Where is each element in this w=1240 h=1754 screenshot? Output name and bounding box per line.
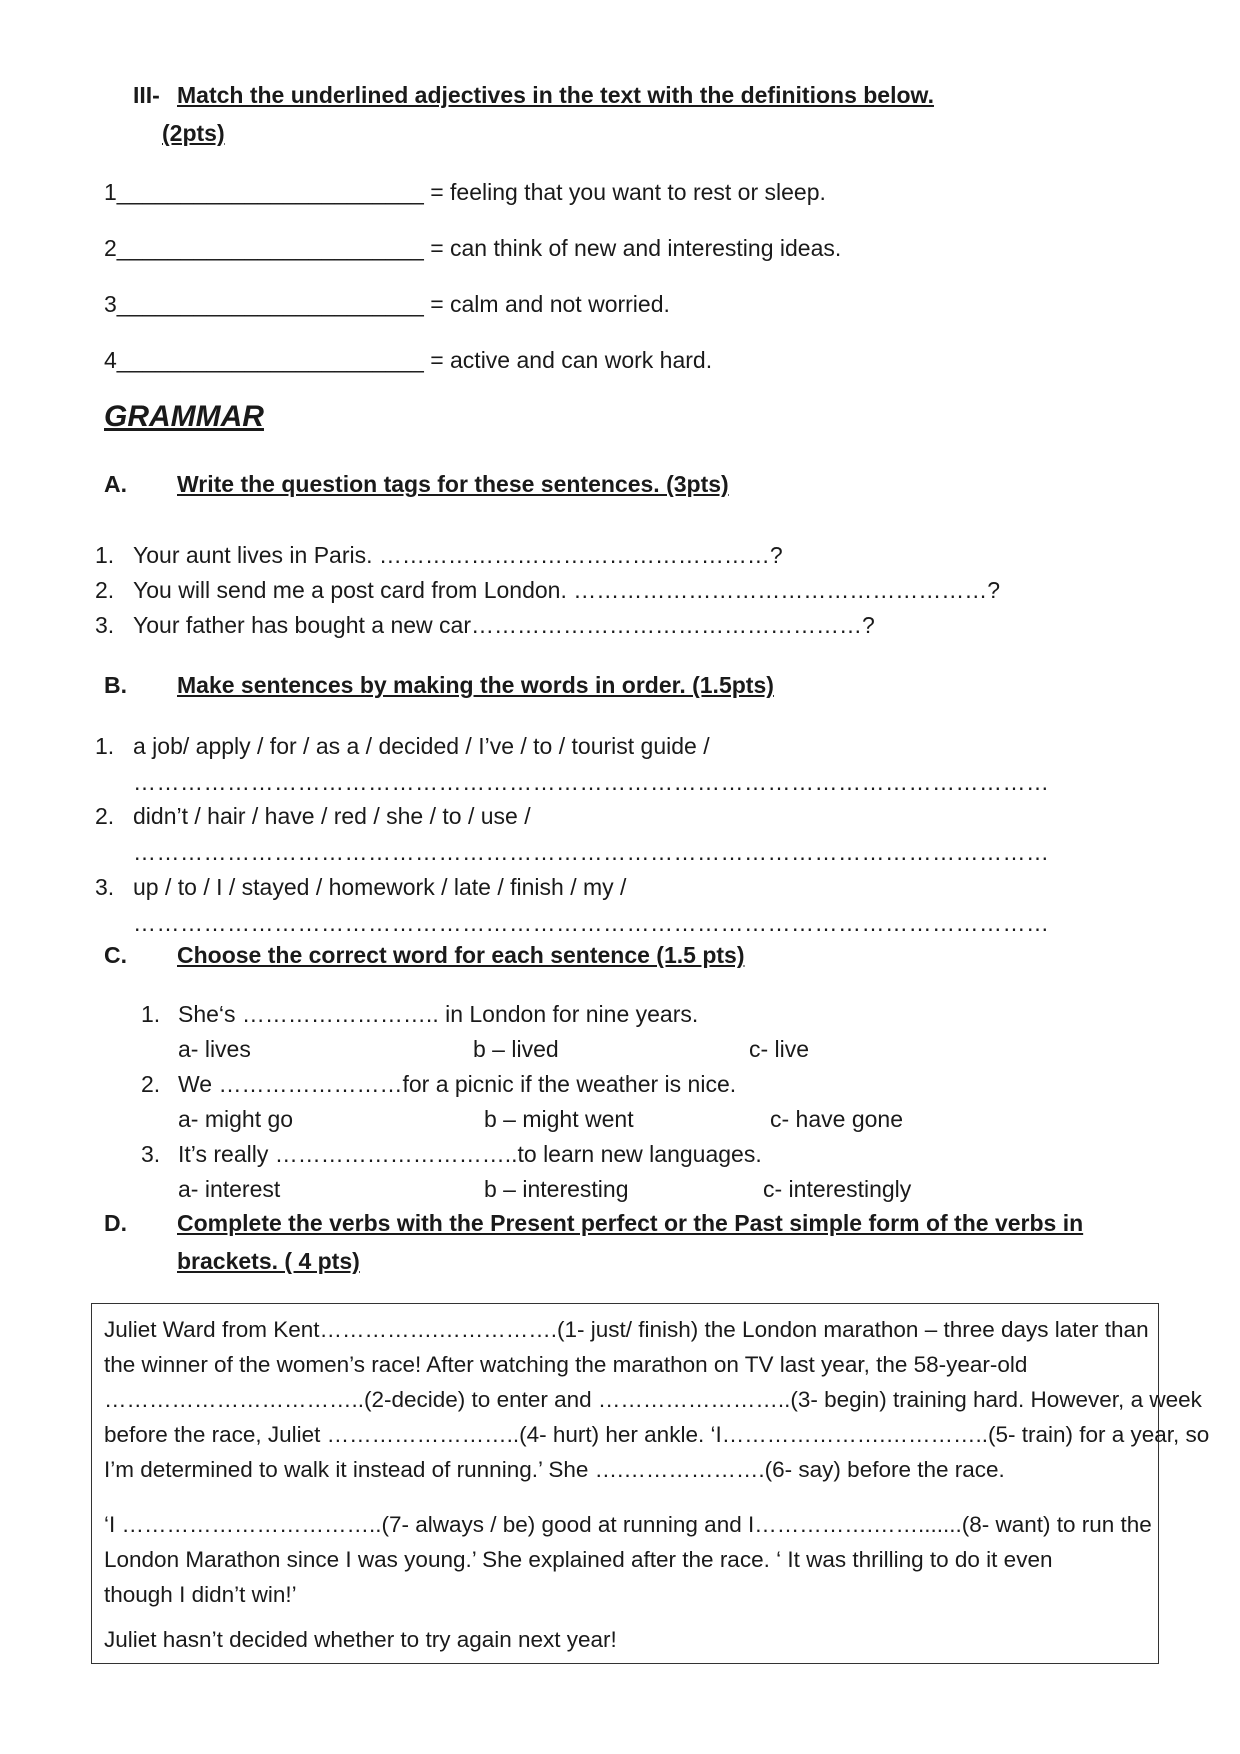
sectionA-heading: Write the question tags for these sentences. (3pts) <box>177 471 729 497</box>
choice-item-2-option-b[interactable]: b – might went <box>484 1106 634 1132</box>
order-item-2-text: didn’t / hair / have / red / she / to / use / <box>133 803 531 829</box>
tag-item-1-text[interactable]: Your aunt lives in Paris. ……………………………………………? <box>133 542 783 568</box>
match-num: 1 <box>104 179 117 205</box>
sectionC-letter: C. <box>104 942 127 968</box>
order-item-3-text: up / to / I / stayed / homework / late / finish / my / <box>133 874 627 900</box>
passage-line-9: Juliet hasn’t decided whether to try again next year! <box>104 1627 617 1652</box>
match-item-1 <box>104 177 826 207</box>
order-item-1-text: a job/ apply / for / as a / decided / I’ve / to / tourist guide / <box>133 733 710 759</box>
sectionC-heading: Choose the correct word for each sentence (1.5 pts) <box>177 942 745 968</box>
match-item-3 <box>104 289 670 319</box>
section3-points: (2pts) <box>162 120 225 146</box>
choice-item-1-option-a[interactable]: a- lives <box>178 1036 251 1062</box>
match-blank[interactable]: ________________________ <box>116 235 424 261</box>
grammar-title: GRAMMAR <box>104 400 264 433</box>
match-num: 3 <box>104 291 117 317</box>
order-item-3-num: 3. <box>95 874 115 900</box>
sectionD-letter: D. <box>104 1210 127 1236</box>
sectionD-heading-line1: Complete the verbs with the Present perfect or the Past simple form of the verbs in <box>177 1210 1084 1236</box>
passage-line-7: London Marathon since I was young.’ She explained after the race. ‘ It was thrilling to do it even <box>104 1547 1053 1572</box>
section3-heading: Match the underlined adjectives in the text with the definitions below. <box>177 82 934 108</box>
choice-item-3-option-c[interactable]: c- interestingly <box>763 1176 912 1202</box>
sectionB-letter: B. <box>104 672 127 698</box>
choice-item-2-option-a[interactable]: a- might go <box>178 1106 294 1132</box>
tag-item-2-text[interactable]: You will send me a post card from London. ………………………………………………? <box>133 577 1001 603</box>
tag-item-1 <box>95 540 114 570</box>
order-item-2-answer-line[interactable]: ……………………………………………………………………………………………………… <box>133 839 1050 865</box>
choice-item-3-num: 3. <box>141 1141 161 1167</box>
match-definition: = can think of new and interesting ideas. <box>430 235 842 261</box>
passage-line-1[interactable]: Juliet Ward from Kent…………….…………….(1- just/ finish) the London marathon – three days later than <box>104 1317 1149 1342</box>
order-item-3-answer-line[interactable]: ……………………………………………………………………………………………………… <box>133 910 1050 936</box>
item-num: 1. <box>95 542 115 568</box>
choice-item-2-option-c[interactable]: c- have gone <box>770 1106 903 1132</box>
order-item-2-num: 2. <box>95 803 115 829</box>
tag-item-3-text[interactable]: Your father has bought a new car……………………………………………? <box>133 612 875 638</box>
match-blank[interactable]: ________________________ <box>116 347 424 373</box>
choice-item-2-text: We ……………………for a picnic if the weather is nice. <box>178 1071 737 1097</box>
item-num: 2. <box>95 577 115 603</box>
match-blank[interactable]: ________________________ <box>116 291 424 317</box>
order-item-1-answer-line[interactable]: ……………………………………………………………………………………………………… <box>133 769 1050 795</box>
passage-line-2: the winner of the women’s race! After watching the marathon on TV last year, the 58-year-old <box>104 1352 1028 1377</box>
passage-line-5[interactable]: I’m determined to walk it instead of running.’ She ….……………….(6- say) before the race. <box>104 1457 1005 1482</box>
order-item-1-num: 1. <box>95 733 115 759</box>
item-num: 3. <box>95 612 115 638</box>
choice-item-3-option-a[interactable]: a- interest <box>178 1176 281 1202</box>
passage-line-6[interactable]: ‘I ……………………………..(7- always / be) good at running and I…………….…….......(8- want) to run the <box>104 1512 1152 1537</box>
choice-item-2-num: 2. <box>141 1071 161 1097</box>
match-num: 2 <box>104 235 117 261</box>
match-num: 4 <box>104 347 117 373</box>
passage-line-4[interactable]: before the race, Juliet ……………………..(4- hurt) her ankle. ‘I………………….…………..(5- train) for a year, so <box>104 1422 1210 1447</box>
section3-prefix: III- <box>133 82 160 108</box>
choice-item-1-option-b[interactable]: b – lived <box>473 1036 559 1062</box>
tag-item-3 <box>95 610 114 640</box>
match-definition: = feeling that you want to rest or sleep. <box>430 179 826 205</box>
match-blank[interactable]: ________________________ <box>116 179 424 205</box>
passage-line-8: though I didn’t win!’ <box>104 1582 297 1607</box>
choice-item-3-option-b[interactable]: b – interesting <box>484 1176 629 1202</box>
choice-item-1-text: She‘s …………………….. in London for nine years. <box>178 1001 699 1027</box>
choice-item-3-text: It’s really …………………………..to learn new languages. <box>178 1141 762 1167</box>
passage-box <box>91 1303 1210 1664</box>
match-item-2 <box>104 233 841 263</box>
sectionB-heading: Make sentences by making the words in order. (1.5pts) <box>177 672 774 698</box>
sectionA-letter: A. <box>104 471 127 497</box>
sectionD-heading-line2: brackets. ( 4 pts) <box>177 1248 360 1274</box>
match-definition: = calm and not worried. <box>430 291 670 317</box>
tag-item-2 <box>95 575 114 605</box>
match-definition: = active and can work hard. <box>430 347 713 373</box>
passage-line-3[interactable]: ……………………………..(2-decide) to enter and ……………………..(3- begin) training hard. However, a week <box>104 1387 1202 1412</box>
choice-item-1-option-c[interactable]: c- live <box>749 1036 810 1062</box>
choice-item-1-num: 1. <box>141 1001 161 1027</box>
match-item-4 <box>104 345 712 375</box>
